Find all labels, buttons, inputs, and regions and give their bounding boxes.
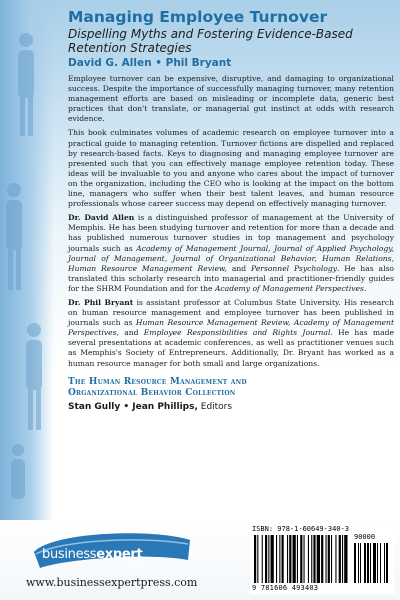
isbn-label: ISBN: 978-1-60649-340-3 xyxy=(252,525,349,533)
bio-bryant-text-b: and xyxy=(118,328,144,338)
barcode-graphic xyxy=(254,535,390,583)
book-title: Managing Employee Turnover xyxy=(68,8,328,26)
back-cover-content xyxy=(68,8,394,413)
logo-part-2: expert xyxy=(96,547,143,562)
book-authors: David G. Allen • Phil Bryant xyxy=(68,57,232,69)
bio-allen-name: Dr. David Allen xyxy=(68,213,135,223)
bio-allen-text-b: and xyxy=(226,263,252,273)
bio-allen-text-c: . He has also translated this scholarly research into managerial and practitioner-friendly guides for the SHRM Foundation and for the xyxy=(68,263,394,293)
description-paragraph-2: This book culminates volumes of academic research on employee turnover into a practical guide to managing retention. Turnover fictions are dispelled and replaced by research-based facts. Keys to diagnosing and managing employee turnover are presented such that you can effectively manage employee retention today. These ideas will be invaluable to you and anyone who cares about the impact of turnover on the organization, including the CEO who is looking at the impact on the bottom line, managers who suffer when their best talent leaves, and human resource professionals whose career success may depend on effectively managing turnover. xyxy=(68,128,394,209)
series-info xyxy=(68,377,394,413)
walking-people-illustration xyxy=(0,0,54,520)
decorative-figures-strip xyxy=(0,0,54,520)
description-paragraph-1: Employee turnover can be expensive, disruptive, and damaging to organizational success. Despite the importance of successfully managing turnover, many retention management efforts are based on misleading or incomplete data, generic best practices that don't translate, or managerial gut instinct at odds with research evidence. xyxy=(68,74,394,124)
bio-bryant xyxy=(68,298,394,369)
bio-allen-text-a: is a distinguished professor of management at the University of Memphis. He has been studying turnover and retention for more than a decade and has published numerous turnover studies in top management and psychology journals such as xyxy=(68,213,394,253)
bio-bryant-text-a: is assistant professor at Columbus State University. His research on human resource management and employee turnover has been published in journals such as xyxy=(68,297,394,328)
barcode-digits: 9 781606 493403 xyxy=(252,584,319,592)
publisher-website: www.businessexpertpress.com xyxy=(26,576,198,589)
publisher-logo-wordmark xyxy=(42,547,142,562)
book-subtitle: Dispelling Myths and Fostering Evidence-Based Retention Strategies xyxy=(68,27,353,55)
barcode-addon-number: 90000 xyxy=(354,533,376,541)
bio-bryant-text-c: . He has made several presentations at academic conferences, as well as practitioner venues such as Memphis's Society of Entrepreneurs. Additionally, Dr. Bryant has worked as a human resource manager for both small and large organizations. xyxy=(68,328,394,368)
description-body xyxy=(68,74,394,369)
bio-bryant-journals-b: Employee Responsibilities and Rights Journal xyxy=(143,328,331,338)
series-title-line-2: Organizational Behavior Collection xyxy=(68,387,236,398)
bio-bryant-journals-a: Human Resource Management Review, Academy of Management Perspectives, xyxy=(68,318,394,338)
bio-allen-journals-a: Academy of Management Journal, Journal of Applied Psychology, Journal of Management, Journal of Organizational Behavior, Human Relations, Human Resource Management Review, xyxy=(68,243,394,273)
bio-allen-text-d: . xyxy=(363,283,367,293)
bio-allen-journals-c: Academy of Management Perspectives xyxy=(214,283,364,293)
series-editors xyxy=(68,401,394,413)
logo-part-1: business xyxy=(42,547,97,562)
isbn-barcode-box xyxy=(250,524,394,594)
series-title-line-1: The Human Resource Management and xyxy=(68,376,247,387)
bio-allen-journals-b: Personnel Psychology xyxy=(251,263,337,273)
series-editor-names: Stan Gully • Jean Phillips, xyxy=(68,401,198,412)
bio-allen xyxy=(68,213,394,294)
series-editor-suffix: Editors xyxy=(197,401,233,412)
publisher-logo-press: Press xyxy=(130,562,146,569)
bio-bryant-name: Dr. Phil Bryant xyxy=(68,297,134,307)
